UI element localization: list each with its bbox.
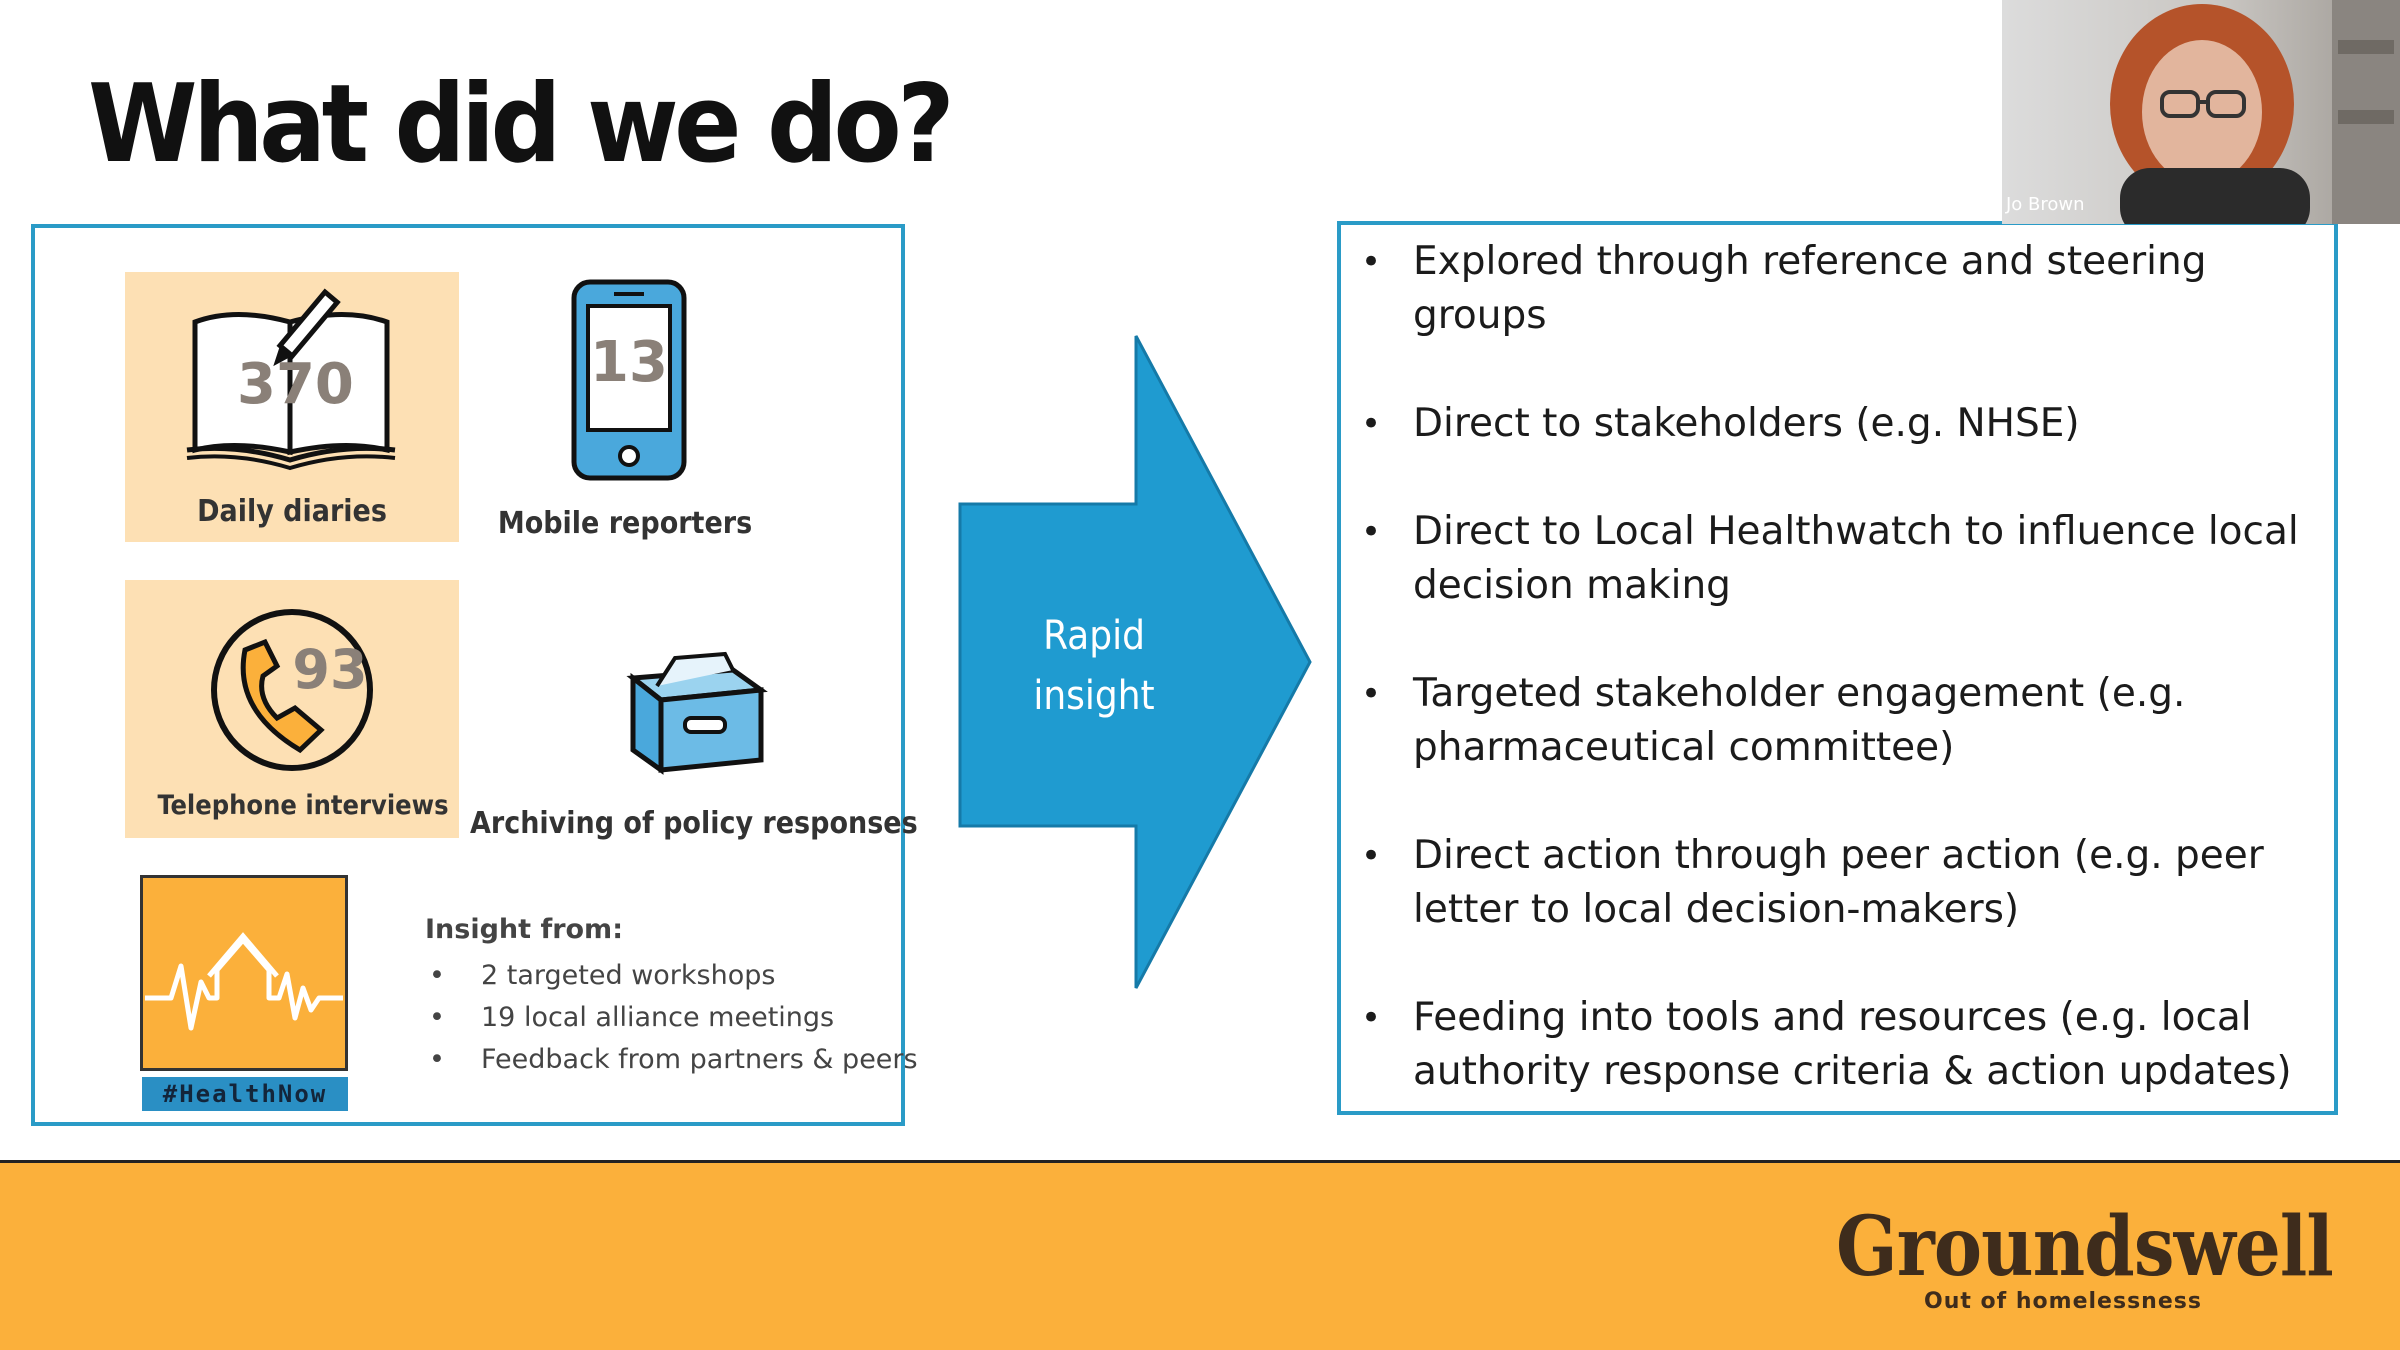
telephone-interviews-tile: [125, 580, 459, 838]
participant-video[interactable]: [2002, 0, 2400, 224]
insight-list: [425, 914, 918, 1081]
mobile-count: 13: [590, 330, 668, 395]
arrow-label: [996, 606, 1192, 726]
house-heartbeat-icon: [143, 878, 345, 1068]
daily-diaries-tile: [125, 272, 459, 542]
slide-title: What did we do?: [88, 62, 951, 187]
methods-panel: [31, 224, 918, 1126]
insight-heading: Insight from:: [425, 914, 623, 945]
outcome-bullet: • Targeted stakeholder engagement (e.g. pharmaceutical committee): [1341, 667, 2334, 775]
slide-footer: [0, 1160, 2400, 1350]
outcome-bullet: • Direct to Local Healthwatch to influence local decision making: [1341, 505, 2334, 613]
outcome-bullet: • Explored through reference and steering groups: [1341, 235, 2334, 343]
groundswell-tagline: Out of homelessness: [1924, 1289, 2202, 1314]
arrow-label-line2: insight: [1033, 673, 1155, 719]
participant-avatar: [2002, 0, 2400, 224]
participant-name-tag: Jo Brown: [2006, 194, 2085, 215]
arrow-label-line1: Rapid: [1043, 613, 1145, 659]
mobile-label: Mobile reporters: [497, 506, 753, 541]
insight-item: • Feedback from partners & peers: [425, 1039, 918, 1081]
archive-label: Archiving of policy responses: [470, 806, 918, 841]
insight-item: • 19 local alliance meetings: [425, 997, 918, 1039]
outcome-bullet: • Feeding into tools and resources (e.g. local authority response criteria & action updates): [1341, 991, 2334, 1099]
archive-box-icon: [615, 638, 775, 778]
healthnow-logo: [140, 875, 348, 1071]
insight-item: • 2 targeted workshops: [425, 955, 918, 997]
telephone-count: 93: [292, 638, 368, 701]
outcomes-panel: [1337, 221, 2338, 1115]
diaries-count: 370: [237, 352, 354, 417]
outcome-bullet: • Direct action through peer action (e.g. peer letter to local decision-makers): [1341, 829, 2334, 937]
telephone-label: Telephone interviews: [157, 790, 449, 821]
groundswell-logo: Groundswell: [1836, 1199, 2333, 1295]
diaries-label: Daily diaries: [197, 494, 387, 529]
outcome-bullet: • Direct to stakeholders (e.g. NHSE): [1341, 397, 2334, 451]
healthnow-hashtag: #HealthNow: [142, 1077, 348, 1111]
